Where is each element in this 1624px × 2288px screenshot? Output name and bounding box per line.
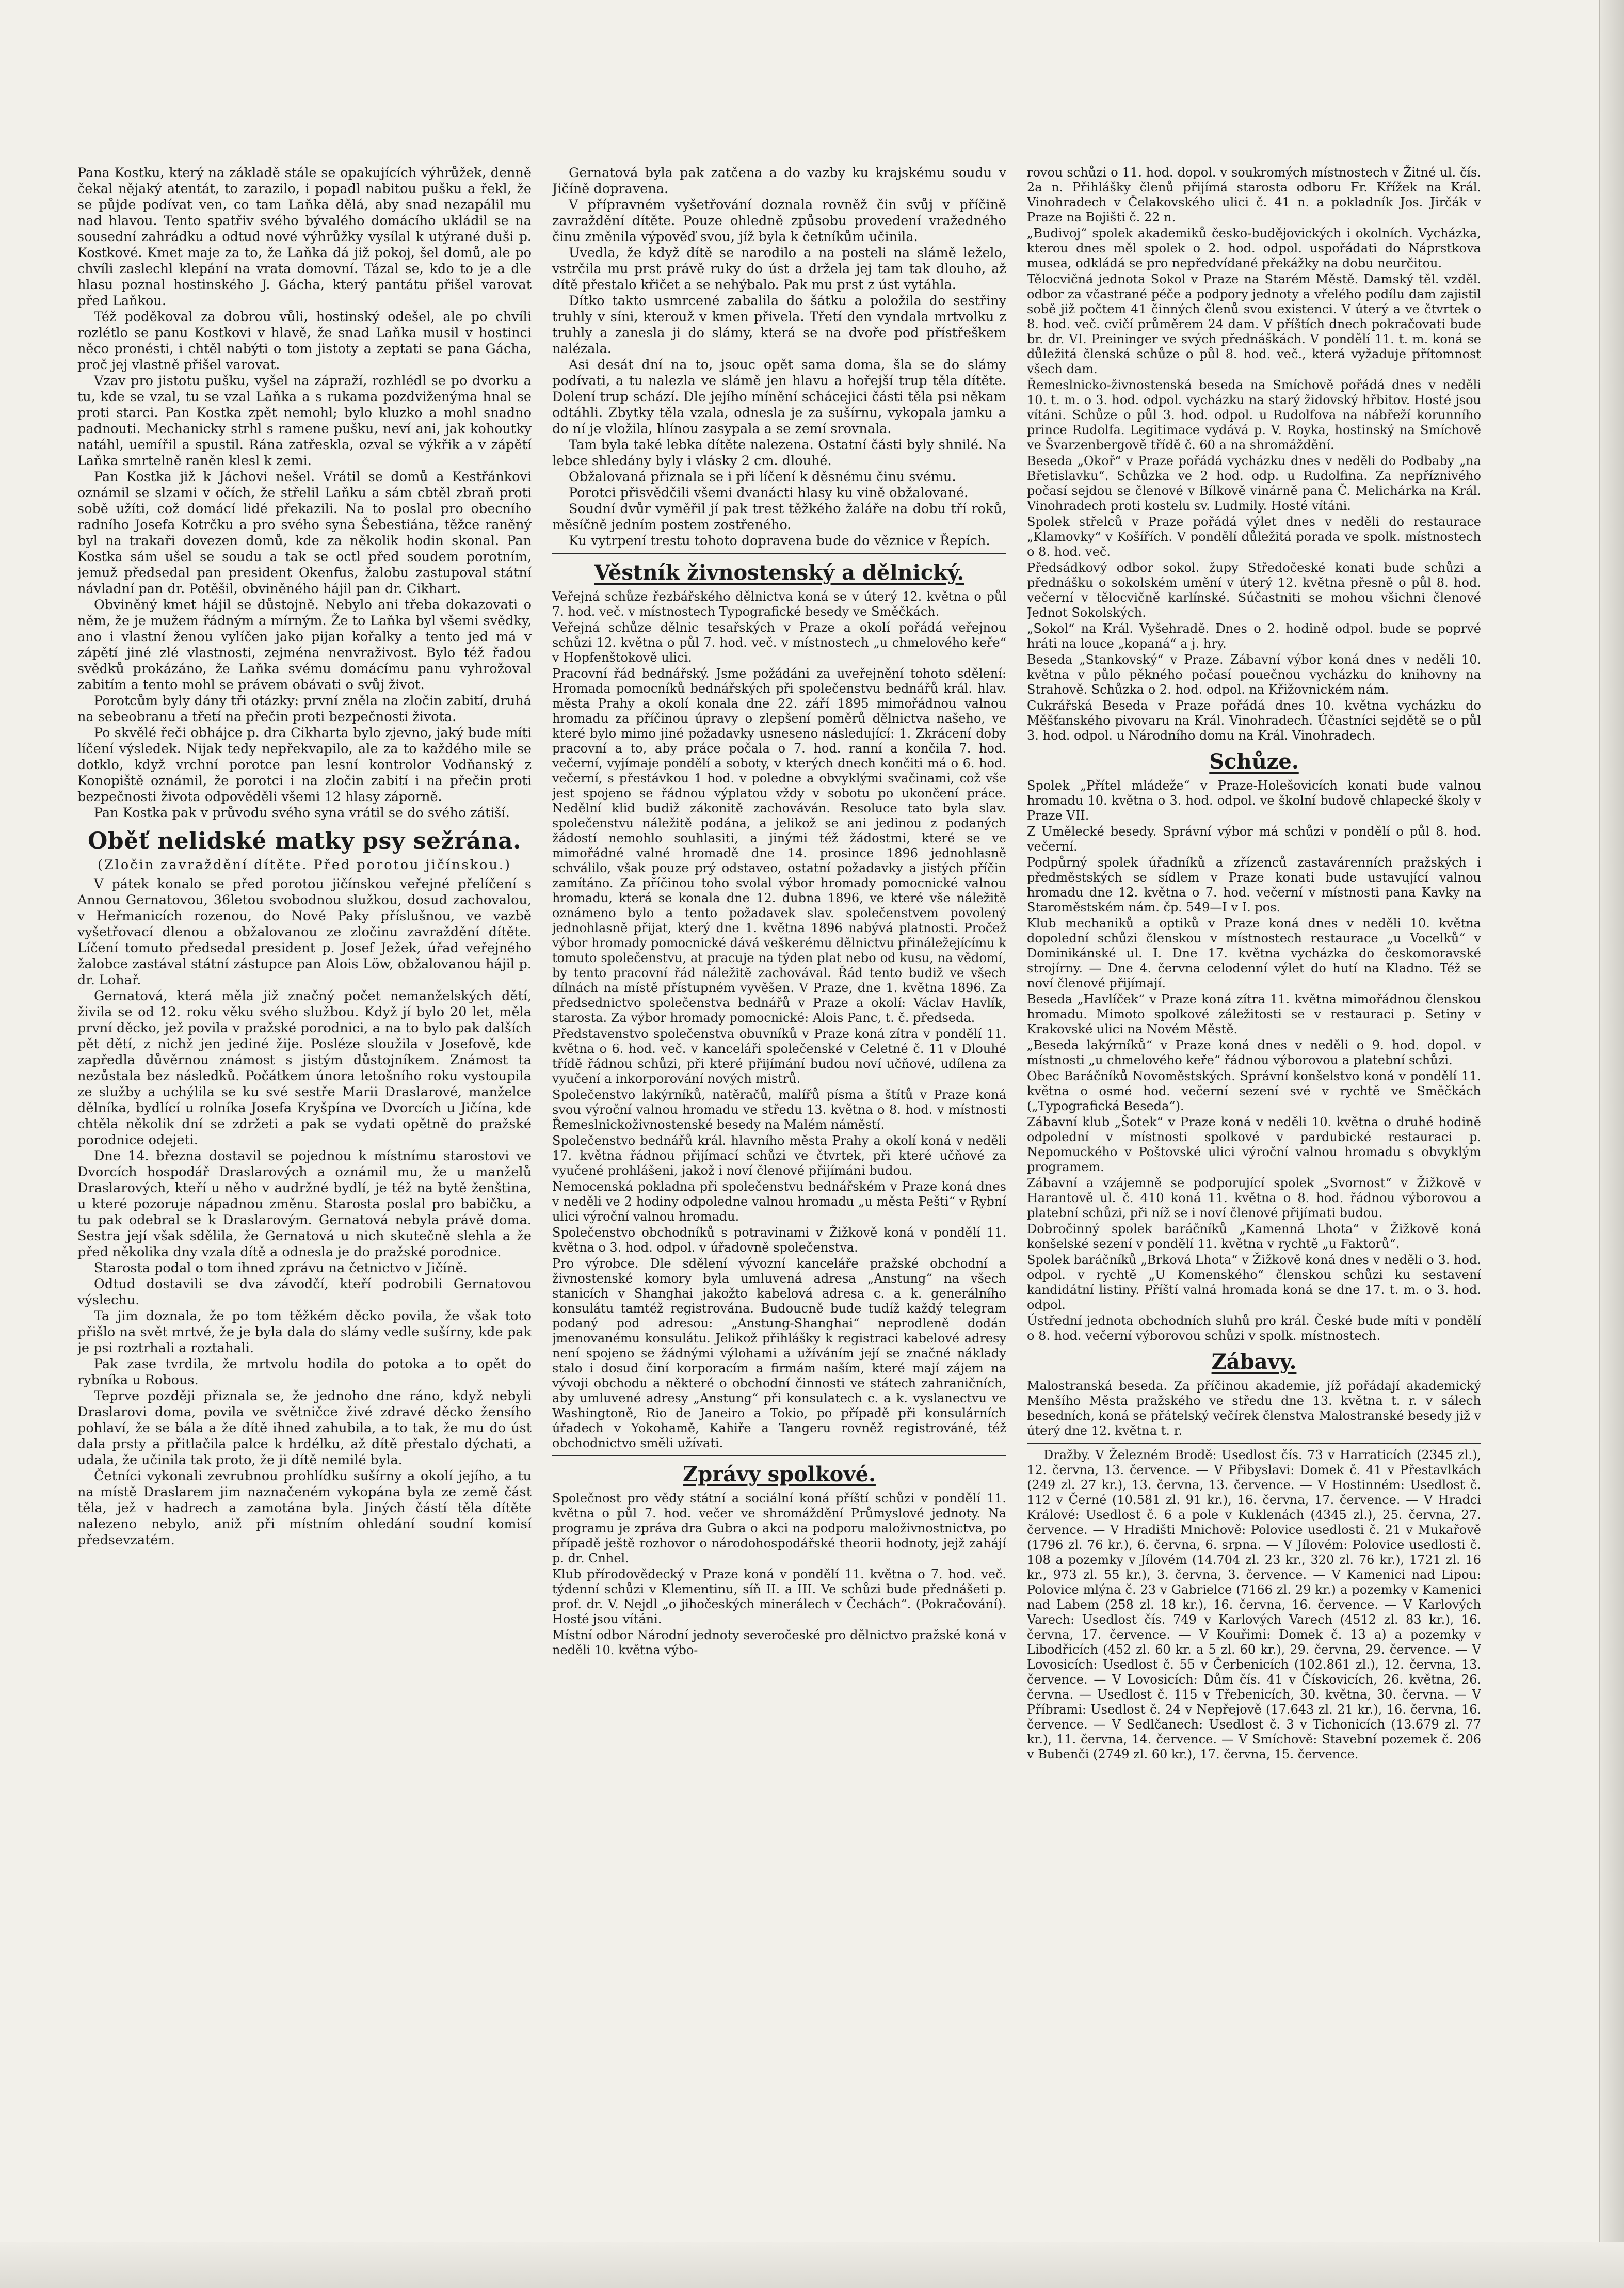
- notice-item: Beseda „Havlíček“ v Praze koná zítra 11. května mimořádnou členskou hromadu. Mimoto spolkové záležitosti se v restauraci p. Setiny v Krakovské ulici na Novém Městě.: [1027, 992, 1481, 1036]
- notice-item: Malostranská beseda. Za příčinou akademie, jíž pořádají akademický Menšího Města pražského ve středu dne 13. května t. r. v sálech besedních, koná se přátelský večírek členstva Malostranské besedy již v úterý dne 12. května t. r.: [1027, 1379, 1481, 1438]
- article-paragraph: Pak zase tvrdila, že mrtvolu hodila do potoka a to opět do rybníka u Robous.: [77, 1356, 532, 1388]
- article-paragraph: V pátek konalo se před porotou jičínskou veřejné přelíčení s Annou Gernatovou, 36letou svobodnou služkou, dosud zachovalou, v Heřmanicích rozenou, do Nové Paky příslušnou, ve vazbě vyšetřovací dlenou a obžalovanou ze zločinu zavraždění dítěte. Líčení tomuto předsedal president p. Josef Ježek, úřad veřejného žalobce zastával státní zástupce pan Alois Löw, obžalovanou hájil p. dr. Lohař.: [77, 876, 532, 988]
- article-paragraph: Četníci vykonali zevrubnou prohlídku sušírny a okolí jejího, a tu na místě Draslarem jim naznačeném vykopána byla ze země část těla, jež v hadrech a zamotána byla. Jiných částí těla dítěte nalezeno nebylo, aniž při místním ohledání soudní komisí předsevzatém.: [77, 1468, 532, 1548]
- article-paragraph: Též poděkoval za dobrou vůli, hostinský odešel, ale po chvíli rozlétlo se panu Kostkovi v hlavě, že snad Laňka musil v hostinci něco pronésti, i chtěl nabýti o tom jistoty a zeptati se pana Gácha, proč jej vlastně přišel varovat.: [77, 309, 532, 373]
- article-paragraph: Pan Kostka již k Jáchovi nešel. Vrátil se domů a Kestřánkovi oznámil se slzami v očích, že střelil Laňku a sám cbtěl zbraň proti sobě užíti, což domácí lidé překazili. Na to poslal pro obecního radního Josefa Kotrčku a pro svého syna Šebestiána, těžce raněný byl na trakaři dovezen domů, kde za několik hodin skonal. Pan Kostka sám ušel se soudu a tak se octl před soudem porotním, jemuž předsedal pan president Okenfus, žalobu zastupoval státní návladní pan dr. Potěšil, obviněného hájil pan dr. Cikhart.: [77, 469, 532, 597]
- auction-notices: [1027, 1448, 1481, 1762]
- column-2: [552, 165, 1006, 2209]
- article-paragraph: Dítko takto usmrcené zabalila do šátku a položila do sestřiny truhly v síni, kterouž v kmen přivela. Třetí den vyndala mrtvolku z truhly a zanesla ji do slámy, která se na dvoře pod přístřeškem nalézala.: [552, 293, 1006, 357]
- notice-item: „Beseda lakýrníků“ v Praze koná dnes v neděli o 9. hod. dopol. v místnosti „u chmelového keře“ řádnou výborovou a platební schůzi.: [1027, 1038, 1481, 1067]
- notice-item: Veřejná schůze řezbářského dělnictva koná se v úterý 12. května o půl 7. hod. več. v místnostech Typografické besedy ve Směčkách.: [552, 589, 1006, 619]
- section-heading-entertainment: Zábavy.: [1211, 1350, 1297, 1374]
- article-paragraph: Vzav pro jistotu pušku, vyšel na zápraží, rozhlédl se po dvorku a tu, kde se vzal, tu se vzal Laňka a s rukama pozdviženýma hnal se proti starci. Pan Kostka zpět nemohl; bylo kluzko a mohl snadno padnouti. Mechanicky strhl s ramene pušku, neví ani, jak kohoutky natáhl, uemířil a spustil. Rána zatřeskla, ozval se výkřik a v zápětí Laňka smrtelně raněn klesl k zemi.: [77, 373, 532, 469]
- page-right-edge: [1599, 0, 1624, 2288]
- entertainment-notices: [1027, 1379, 1481, 1438]
- notice-item: Beseda „Okoř“ v Praze pořádá vycházku dnes v neděli do Podbaby „na Břetislavku“. Schůzka ve 2 hod. odp. u Rudolfina. Za nepříznivého počasí sejdou se členové v Bílkově vinárně pana Č. Melichárka na Král. Vinohradech proti kostelu sv. Ludmily. Hosté vítáni.: [1027, 454, 1481, 513]
- article-headline: Oběť nelidské matky psy sežrána.: [88, 828, 521, 854]
- section-divider: [552, 553, 1006, 554]
- notice-item: rovou schůzi o 11. hod. dopol. v soukromých místnostech v Žitné ul. čís. 2a n. Přihlášky členů přijímá starosta odboru Fr. Křížek na Král. Vinohradech v Čelakovského ulici č. 41 n. a pokladník Jos. Jirčák v Praze na Bojišti č. 22 n.: [1027, 165, 1481, 225]
- notice-item: Spolek baráčníků „Brková Lhota“ v Žižkově koná dnes v neděli o 3. hod. odpol. v rychtě „U Komenského“ členskou schůzi ku sestavení kandidátní listiny. Příští valná hromada koná se dne 17. t. m. o 3. hod. odpol.: [1027, 1253, 1481, 1312]
- article-subheadline: (Zločin zavraždění dítěte. Před porotou jičínskou.): [98, 857, 511, 873]
- article-paragraph: Po skvělé řeči obhájce p. dra Cikharta bylo zjevno, jaký bude míti líčení výsledek. Nijak tedy nepřekvapilo, ale za to každého mile se dotklo, když vrchní porotce pan lesní kontrolor Vodňanský z Konopiště oznámil, že porotci i na zločin zabití i na přečin proti bezpečnosti života odpověděli všemi 12 hlasy záporně.: [77, 725, 532, 805]
- club-notices: [552, 1491, 1006, 1658]
- article-paragraph: Uvedla, že když dítě se narodilo a na posteli na slámě leželo, vstrčila mu prst právě ruky do úst a držela jej tam tak dlouho, až dítě přestalo křičet a se nehýbalo. Pak mu prst z úst vytáhla.: [552, 245, 1006, 293]
- notice-item: Nemocenská pokladna při společenstvu bednářském v Praze koná dnes v neděli ve 2 hodiny odpoledne valnou hromadu „u města Pešti“ v Rybní ulici výroční valnou hromadu.: [552, 1179, 1006, 1224]
- page-columns: [77, 165, 1481, 2209]
- gernatova-article: [77, 876, 532, 1548]
- column-3: [1027, 165, 1481, 2209]
- section-heading-clubs: Zprávy spolkové.: [683, 1462, 876, 1486]
- notice-item: Podpůrný spolek úřadníků a zřízenců zastavárenních pražských i předměstských se sídlem v Praze konati bude ustavující valnou hromadu dne 12. května o 7. hod. večerní v místnosti pana Kavky na Staroměstském nám. čp. 549—I v I. pos.: [1027, 855, 1481, 915]
- article-paragraph: Tam byla také lebka dítěte nalezena. Ostatní části byly shnilé. Na lebce shledány byly i vlásky 2 cm. dlouhé.: [552, 437, 1006, 469]
- notice-item: Veřejná schůze dělnic tesařských v Praze a okolí pořádá veřejnou schůzi 12. května o půl 7. hod. več. v místnostech „u chmelového keře“ v Hopfenštokově ulici.: [552, 620, 1006, 665]
- section-heading-meetings: Schůze.: [1209, 749, 1299, 774]
- article-paragraph: Starosta podal o tom ihned zprávu na četnictvo v Jičíně.: [94, 1260, 468, 1276]
- article-paragraph: Obviněný kmet hájil se důstojně. Nebylo ani třeba dokazovati o něm, že je mužem řádným a mírným. Že to Laňka byl všemi svědky, ano i vlastní ženou vylíčen jako pijan kořalky a tento jed má v zápětí jiné zlé vlastnosti, zejména nenvraživost. Bylo též řadou svědků prokázáno, že Laňka svému domácímu panu vyhrožoval zabitím a tento mohl se právem obávati o svůj život.: [77, 597, 532, 693]
- meeting-notices: [1027, 778, 1481, 1343]
- notice-item: Dobročinný spolek baráčníků „Kamenná Lhota“ v Žižkově koná konšelské sezení v pondělí 11. května v rychtě „u Faktorů“.: [1027, 1222, 1481, 1251]
- club-notices-continued: [1027, 165, 1481, 743]
- notice-item: Pro výrobce. Dle sdělení vývozní kanceláře pražské obchodní a živnostenské komory byla umluvená adresa „Anstung“ na všech stanicích v Shanghai jakožto kabelová adresa c. a k. generálního konsulátu tamtéž registrována. Budoucně bude tudíž každý telegram podaný pod adresou: „Anstung-Shanghai“ neprodleně dodán jmenovanému konsulátu. Jelikož přihlášky k registraci kabelové adresy není spojeno se žádnými výlohami a užíváním její se značné náklady stalo i dosud činí korporacím a firmám naším, které mají zájem na vývoji obchodu a některé o obchodní činnosti ve státech zahraničních, aby umluvené adresy „Anstung“ při konsulatech c. a k. vyslanectvu ve Washingtoně, Rio de Janeiro a Tokio, po případě při konsulárních úřadech v Yokohamě, Kahiře a Tangeru rovněž registrováné, též obchodnictvo směli užívati.: [552, 1256, 1006, 1450]
- article-paragraph: Soudní dvůr vyměřil jí pak trest těžkého žaláře na dobu tří roků, měsíčně jedním postem zostřeného.: [552, 501, 1006, 533]
- notice-item: Představenstvo společenstva obuvníků v Praze koná zítra v pondělí 11. května o 6. hod. več. v kanceláři společenské v Celetné č. 11 v Dlouhé třídě řádnou schůzi, při které přijímání budou noví učňové, udílena za vyučení a inkorporování nových mistrů.: [552, 1027, 1006, 1086]
- notice-item: Společnost pro vědy státní a sociální koná příští schůzi v pondělí 11. května o půl 7. hod. večer ve shromáždění Průmyslové jednoty. Na programu je zpráva dra Gubra o akci na podporu maloživnostnictva, po případě ještě rozhovor o národohospodářské theorii hodnoty, jejž zahájí p. dr. Cnhel.: [552, 1491, 1006, 1565]
- notice-item: Klub přírodovědecký v Praze koná v pondělí 11. května o 7. hod. več. týdenní schůzi v Klementinu, síň II. a III. Ve schůzi bude přednášeti p. prof. dr. V. Nejdl „o jihočeských minerálech v Čechách“. (Pokračování). Hosté jsou vítáni.: [552, 1567, 1006, 1626]
- article-paragraph: Asi desát dní na to, jsouc opět sama doma, šla se do slámy podívati, a tu nalezla ve slámě jen hlavu a hořejší trup těla dítěte. Dolení trup schází. Dle jejího mínění schácejici části těla psi někam odtáhli. Zbytky těla vzala, odnesla je za sušírnu, vykopala jamku a do ní je vložila, hlínou zasypala a se zemí srovnala.: [552, 357, 1006, 437]
- notice-item: Společenstvo lakýrníků, natěračů, malířů písma a štítů v Praze koná svou výroční valnou hromadu ve středu 13. května o 8. hod. v místnosti Řemeslnickoživnostenské besedy na Malém náměstí.: [552, 1087, 1006, 1132]
- page-bottom-edge: [0, 2242, 1624, 2288]
- kostka-article: [77, 165, 532, 821]
- notice-item: „Sokol“ na Král. Vyšehradě. Dnes o 2. hodině odpol. bude se poprvé hráti na louce „kopaná“ a j. hry.: [1027, 621, 1481, 651]
- article-paragraph: Gernatová, která měla již značný počet nemanželských dětí, živila se od 12. roku věku svého službou. Když jí bylo 20 let, měla první děcko, jež povila v pražské porodnici, a na to bylo pak dalších pět dětí, z nichž jen jediné žije. Posléze sloužila v Josefově, kde zapředla důvěrnou známost s jistým důstojníkem. Známost ta nezůstala bez následků. Počátkem února letošního roku vystoupila ze služby a uchýlila se ku své sestře Marii Draslarové, manželce dělníka, bydlící u rolníka Josefa Kryšpína ve Dvorcích u Jičína, kde chtěla několik dní se zdržeti a pak se vydati opětně do pražské porodnice odejeti.: [77, 988, 532, 1148]
- article-paragraph: V přípravném vyšetřování doznala rovněž čin svůj v příčině zavraždění dítěte. Pouze ohledně způsobu provedení vražedného činu změnila výpověď svou, jíž byla k četníkům učinila.: [552, 197, 1006, 245]
- article-paragraph: Teprve později přiznala se, že jednoho dne ráno, když nebyli Draslarovi doma, povila ve světničce živé zdravé děcko žensího pohlaví, že se bála a že dítě ihned zahubila, a to tak, že mu do úst dala prsty a přitlačila palce k hrdélku, až dítě přestalo dýchati, a udala, že učinila tak proto, že ji dítě nemilé byla.: [77, 1388, 532, 1468]
- notice-item: Obec Baráčníků Novoměstských. Správní konšelstvo koná v pondělí 11. května o osmé hod. večerní sezení své v rychtě ve Směčkách („Typografická Beseda“).: [1027, 1069, 1481, 1113]
- notice-item: Klub mechaniků a optiků v Praze koná dnes v neděli 10. května dopolední schůzi členskou v místnostech restaurace „u Vocelků“ v Dominikánské ul. I. Dne 17. května vycházka do českomoravské strojírny. — Dne 4. června celodenní výlet do hutí na Kladno. Též se noví členové přijímají.: [1027, 916, 1481, 990]
- gernatova-article-continued: [552, 165, 1006, 549]
- notice-item: Společenstvo bednářů král. hlavního města Prahy a okolí koná v neděli 17. května řádnou přijímací schůzi ve čtvrtek, při které učňové za vyučené prohlášeni, jakož i noví členové přijímáni budou.: [552, 1133, 1006, 1178]
- column-1: [77, 165, 532, 2209]
- article-paragraph: Gernatová byla pak zatčena a do vazby ku krajskému soudu v Jičíně dopravena.: [552, 165, 1006, 197]
- notice-item: Spolek „Přítel mládeže“ v Praze-Holešovicích konati bude valnou hromadu 10. května o 3. hod. odpol. ve školní budově chlapecké školy v Praze VII.: [1027, 778, 1481, 823]
- notice-item: Z Umělecké besedy. Správní výbor má schůzi v pondělí o půl 8. hod. večerní.: [1027, 824, 1481, 854]
- notice-item: Společenstvo obchodníků s potravinami v Žižkově koná v pondělí 11. května o 3. hod. odpol. v úřadovně společenstva.: [552, 1225, 1006, 1255]
- article-paragraph: Dne 14. března dostavil se pojednou k místnímu starostovi ve Dvorcích hospodář Draslarových a oznámil mu, že u manželů Draslarových, kteří u něho v audržné bydlí, je též na bytě ženština, u které pozoruje nápadnou změnu. Starosta poslal pro babičku, a tu pak odebral se k Draslarovým. Gernatová nebyla právě doma. Sestra její však sdělila, že Gernatová u nich skutečně slehla a že před několika dny vzala dítě a odnesla je do pražské porodnice.: [77, 1148, 532, 1260]
- notice-item: Zábavní a vzájemně se podporující spolek „Svornost“ v Žižkově v Harantově ul. č. 410 koná 11. května o 8. hod. řádnou výborovou a platební schůzi, při níž se i noví členové přijímati budou.: [1027, 1176, 1481, 1220]
- notice-item: Zábavní klub „Šotek“ v Praze koná v neděli 10. května o druhé hodině odpolední v místnosti spolkové v pardubické restauraci p. Nepomuckého v Poštovské ulici výroční valnou hromadu s obvyklým programem.: [1027, 1115, 1481, 1174]
- trade-notices: [552, 589, 1006, 1451]
- article-paragraph: Porotcům byly dány tři otázky: první zněla na zločin zabití, druhá na sebeobranu a třetí na přečin proti bezpečnosti života.: [77, 693, 532, 725]
- auction-paragraph: Dražby. V Železném Brodě: Usedlost čís. 73 v Harraticích (2345 zl.), 12. června, 13. července. — V Přibyslavi: Domek č. 41 v Přestavlkách (249 zl. 27 kr.), 13. června, 13. července. — V Hostinném: Usedlost č. 112 v Černé (10.581 zl. 91 kr.), 16. června, 17. července. — V Hradci Králové: Usedlost č. 6 a pole v Kuklenách (4345 zl.), 25. června, 27. července. — V Hradišti Mnichově: Polovice usedlosti č. 21 v Mukařově (1796 zl. 76 kr.), 6. června, 6. srpna. — V Jílovém: Polovice usedlosti č. 108 a pozemky v Jílovém (14.704 zl. 23 kr., 320 zl. 76 kr.), 1721 zl. 16 kr., 973 zl. 55 kr.), 3. června, 3. července. — V Kamenici nad Lipou: Polovice mlýna č. 23 v Gabrielce (7166 zl. 29 kr.) a pozemky v Kamenici nad Labem (258 zl. 18 kr.), 16. června, 16. července. — V Karlových Varech: Usedlost čís. 749 v Karlových Varech (4512 zl. 83 kr.), 16. června, 17. července. — V Kouřimi: Domek č. 13 a) a pozemky v Libodřicích (452 zl. 60 kr. a 5 zl. 60 kr.), 29. června, 29. července. — V Lovosicích: Usedlost č. 55 v Čerbenicích (102.861 zl.), 12. června, 13. července. — V Lovosicích: Dům čís. 41 v Čískovicích, 26. května, 26. června. — Usedlost č. 115 v Třebenicích, 30. května, 30. června. — V Příbrami: Usedlost č. 24 v Nepřejově (17.643 zl. 21 kr.), 16. června, 16. července. — V Sedlčanech: Usedlost č. 3 v Tichonicích (13.679 zl. 77 kr.), 11. června, 14. července. — V Smíchově: Stavební pozemek č. 206 v Bubenči (2749 zl. 60 kr.), 17. června, 15. července.: [1027, 1448, 1481, 1762]
- section-heading-trade: Věstník živnostenský a dělnický.: [594, 561, 964, 585]
- notice-item: Pracovní řád bednářský. Jsme požádáni za uveřejnění tohoto sdělení: Hromada pomocníků bednářských při společenstvu bednářů král. hlav. města Prahy a okolí konala dne 22. září 1895 mimořádnou valnou hromadu za příčinou úpravy o zlepšení poměrů dělnictva našeho, ve které bylo mimo jiné požadavky usneseno následující: 1. Zkrácení doby pracovní a to, aby práce počala o 7. hod. ranní a končila 7. hod. večerní, vyjímaje pondělí a soboty, v kterých dnech končiti má o 6. hod. večerní, s přestávkou 1 hod. v poledne a obvyklými svačinami, což vše jest spojeno se řádnou výplatou vždy v sobotu po ukončení práce. Nedělní klid budiž zákonitě zachováván. Resoluce tato byla slav. společenstvu náležitě podána, a jelikož se ani jedinou z podaných žádostí nemohlo souhlasiti, a jinými též žádostmi, které se ve mimořádné valné hromadě dne 14. prosince 1896 jednohlasně schválilo, však pouze prý odstaveo, ostatní požadavky a jistých příčin zamítáno. Za příčinou toho svolal výbor hromady pomocnické valnou hromadu, která se konala dne 12. dubna 1896, ve které vše náležitě oznámeno bylo a tento požadavek slav. společenstvem povolený jednohlasně přijat, který dne 1. května 1896 nabývá platnosti. Pročež výbor hromady pomocnické dává veškerému dělnictvu přináležejícímu k tomuto společenstvu, at pracuje na týden plat nebo od kusu, na vědomí, by tento pracovní řád náležitě zachovával. Řád tento budiž ve všech dílnách na místě přístupném vyvěšen. V Praze, dne 1. května 1896. Za předsednictvo společenstva bednářů v Praze a okolí: Václav Havlík, starosta. Za výbor hromady pomocnické: Alois Panc, t. č. předseda.: [552, 666, 1006, 1025]
- article-paragraph: Pana Kostku, který na základě stále se opakujících výhrůžek, denně čekal nějaký atentát, to zarazilo, i popadl nabitou pušku a řekl, že se půjde podívat ven, co tam Laňka dělá, aby snad nezapálil mu nad hlavou. Tento spatřiv svého bývalého domácího ukládil se na sousední zahrádku a odtud nové výhrůžky vysílal k utýrané duši p. Kostkové. Kmet maje za to, že Laňka dá již pokoj, šel domů, ale po chvíli zaslechl klepání na vrata domovní. Tázal se, kdo to je a dle hlasu poznal hostinského J. Gácha, který pantátu přišel varovat před Laňkou.: [77, 165, 532, 309]
- article-paragraph: Odtud dostavili se dva závodčí, kteří podrobili Gernatovou výslechu.: [77, 1276, 532, 1308]
- article-paragraph: Obžalovaná přiznala se i při líčení k děsnému činu svému.: [569, 469, 956, 485]
- article-paragraph: Pan Kostka pak v průvodu svého syna vrátil se do svého zátiší.: [94, 805, 510, 821]
- notice-item: Řemeslnicko-živnostenská beseda na Smíchově pořádá dnes v neděli 10. t. m. o 3. hod. odpol. vycházku na starý židovský hřbitov. Hosté jsou vítáni. Schůze o půl 3. hod. odpol. u Rudolfova na nábřeží korunního prince Rudolfa. Legitimace vydává p. V. Royka, hostinský na Smíchově ve Švarzenbergově třídě č. 60 a na shromáždění.: [1027, 378, 1481, 452]
- notice-item: Beseda „Stankovský“ v Praze. Zábavní výbor koná dnes v neděli 10. května v půlo pěkného počasí pouečnou vycházku do knihovny na Strahově. Schůzka o 2. hod. odpol. na Křižovnickém nám.: [1027, 652, 1481, 697]
- notice-item: Tělocvičná jednota Sokol v Praze na Starém Městě. Damský těl. vzděl. odbor za včastrané péče a podpory jednoty a vřelého podílu dam zajistil sobě již počtem 41 činných členů svou existenci. V úterý a ve čtvrtek o 8. hod. več. cvičí průměrem 24 dam. V příštích dnech pokračovati bude br. dr. VI. Preininger ve svých přednáškách. V pondělí 11. t. m. koná se důležitá členská schůze o půl 8. hod. več., která vyžaduje přítomnost všech dam.: [1027, 272, 1481, 376]
- article-paragraph: Ku vytrpení trestu tohoto dopravena bude do věznice v Řepích.: [569, 533, 990, 549]
- article-paragraph: Ta jim doznala, že po tom těžkém děcko povila, že však toto přišlo na svět mrtvé, že je byla dala do slámy vedle sušírny, kde pak je psi roztrhali a roztahali.: [77, 1308, 532, 1356]
- notice-item: Cukrářská Beseda v Praze pořádá dnes 10. května vycházku do Měšťanského pivovaru na Král. Vinohradech. Účastníci sejdětě se o půl 3. hod. odpol. u Národního domu na Král. Vinohradech.: [1027, 698, 1481, 743]
- article-paragraph: Porotci přisvědčili všemi dvanácti hlasy ku vině obžalované.: [569, 485, 969, 501]
- notice-item: Předsádkový odbor sokol. župy Středočeské konati bude schůzi a přednášku o sokolském umění v úterý 12. května přesně o půl 8. hod. večerní v tělocvičně karlínské. Súčastniti se mohou všichni členové Jednot Sokolských.: [1027, 561, 1481, 620]
- notice-item: Spolek střelců v Praze pořádá výlet dnes v neděli do restaurace „Klamovky“ v Košířích. V pondělí důležitá porada ve spolk. místnostech o 8. hod. več.: [1027, 515, 1481, 559]
- section-divider: [552, 1455, 1006, 1456]
- notice-item: Místní odbor Národní jednoty severočeské pro dělnictvo pražské koná v neděli 10. května výbo-: [552, 1628, 1006, 1657]
- section-divider: [1027, 1443, 1481, 1444]
- notice-item: Ústřední jednota obchodních sluhů pro král. České bude míti v pondělí o 8. hod. večerní výborovou schůzi v spolk. místnostech.: [1027, 1314, 1481, 1343]
- notice-item: „Budivoj“ spolek akademiků česko-budějovických i okolních. Vycházka, kterou dnes měl spolek o 2. hod. odpol. uspořádati do Náprstkova musea, odkládá se pro nepředvídané překážky na dobu neurčitou.: [1027, 226, 1481, 270]
